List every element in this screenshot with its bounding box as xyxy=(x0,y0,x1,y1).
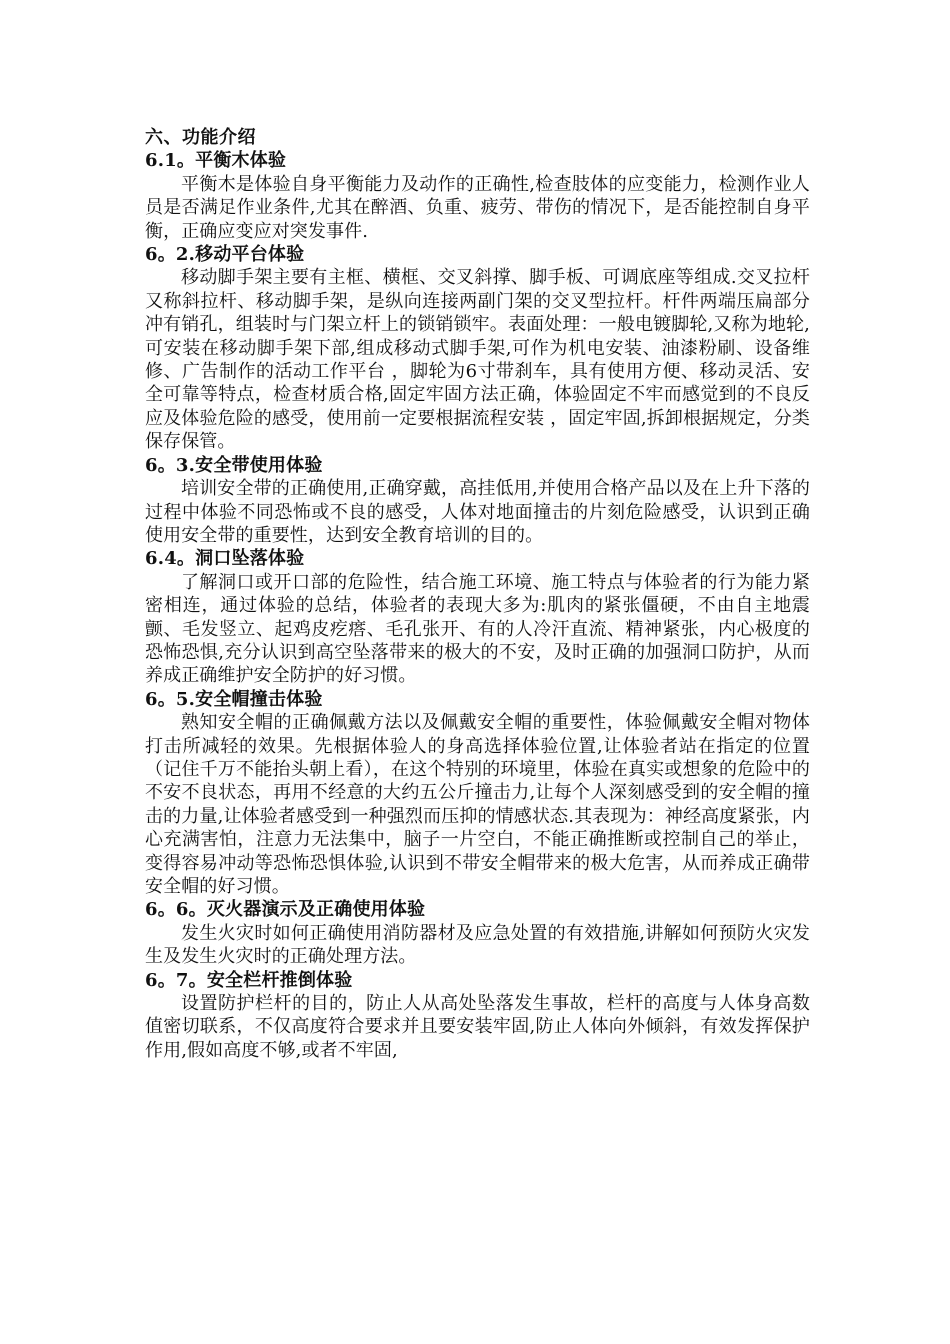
section-paragraph: 移动脚手架主要有主框、横框、交叉斜撑、脚手板、可调底座等组成.交叉拉杆又称斜拉杆、移动脚手架，是纵向连接两副门架的交叉型拉杆。杆件两端压扁部分冲有销孔，组装时与门架立杆上的锁销锁牢。表面处理：一般电镀脚轮,又称为地轮,可安装在移动脚手架下部,组成移动式脚手架,可作为机电安装、油漆粉刷、设备维修、广告制作的活动工作平台 ，脚轮为6寸带刹车，具有使用方便、移动灵活、安全可靠等特点，检查材质合格,固定牢固方法正确，体验固定不牢而感觉到的不良反应及体验危险的感受，使用前一定要根据流程安装 ，固定牢固,拆卸根据规定，分类保存保管。 xyxy=(145,267,810,453)
section-paragraph: 设置防护栏杆的目的，防止人从高处坠落发生事故，栏杆的高度与人体身高数值密切联系，不仅高度符合要求并且要安装牢固,防止人体向外倾斜，有效发挥保护作用,假如高度不够,或者不牢固, xyxy=(145,993,810,1061)
chapter-title: 六、功能介绍 xyxy=(145,127,256,148)
section-paragraph: 熟知安全帽的正确佩戴方法以及佩戴安全帽的重要性，体验佩戴安全帽对物体打击所减轻的效果。先根据体验人的身高选择体验位置,让体验者站在指定的位置（记住千万不能抬头朝上看），在这个特别的环境里，体验在真实或想象的危险中的不安不良状态，再用不经意的大约五公斤撞击力,让每个人深刻感受到的安全帽的撞击的力量,让体验者感受到一种强烈而压抑的情感状态.其表现为：神经高度紧张，内心充满害怕，注意力无法集中，脑子一片空白，不能正确推断或控制自己的举止，变得容易冲动等恐怖恐惧体验,认识到不带安全帽带来的极大危害，从而养成正确带安全帽的好习惯。 xyxy=(145,712,810,897)
section-heading: 6.1。平衡木体验 xyxy=(145,150,287,172)
section-paragraph: 平衡木是体验自身平衡能力及动作的正确性,检查肢体的应变能力，检测作业人员是否满足作业条件,尤其在醉酒、负重、疲劳、带伤的情况下，是否能控制自身平衡，正确应变应对突发事件. xyxy=(145,173,810,242)
section-heading: 6。7。安全栏杆推倒体验 xyxy=(145,969,353,991)
section-heading: 6。2.移动平台体验 xyxy=(145,244,305,266)
section-paragraph: 发生火灾时如何正确使用消防器材及应急处置的有效措施,讲解如何预防火灾发生及发生火灾时的正确处理方法。 xyxy=(145,922,810,968)
section-heading: 6。6。灭火器演示及正确使用体验 xyxy=(145,899,426,921)
section-heading: 6.4。洞口坠落体验 xyxy=(145,548,305,570)
document-body xyxy=(145,126,810,1062)
section-paragraph: 培训安全带的正确使用,正确穿戴，高挂低用,并使用合格产品以及在上升下落的过程中体验不同恐怖或不良的感受，人体对地面撞击的片刻危险感受，认识到正确使用安全带的重要性，达到安全教育培训的目的。 xyxy=(145,478,810,546)
section-heading: 6。3.安全带使用体验 xyxy=(145,454,323,476)
section-paragraph: 了解洞口或开口部的危险性，结合施工环境、施工特点与体验者的行为能力紧密相连，通过体验的总结，体验者的表现大多为:肌肉的紧张僵硬，不由自主地震颤、毛发竖立、起鸡皮疙瘩、毛孔张开、有的人冷汗直流、精神紧张，内心极度的恐怖恐惧,充分认识到高空坠落带来的极大的不安，及时正确的加强洞口防护，从而养成正确维护安全防护的好习惯。 xyxy=(145,571,810,687)
section-heading: 6。5.安全帽撞击体验 xyxy=(145,688,323,710)
